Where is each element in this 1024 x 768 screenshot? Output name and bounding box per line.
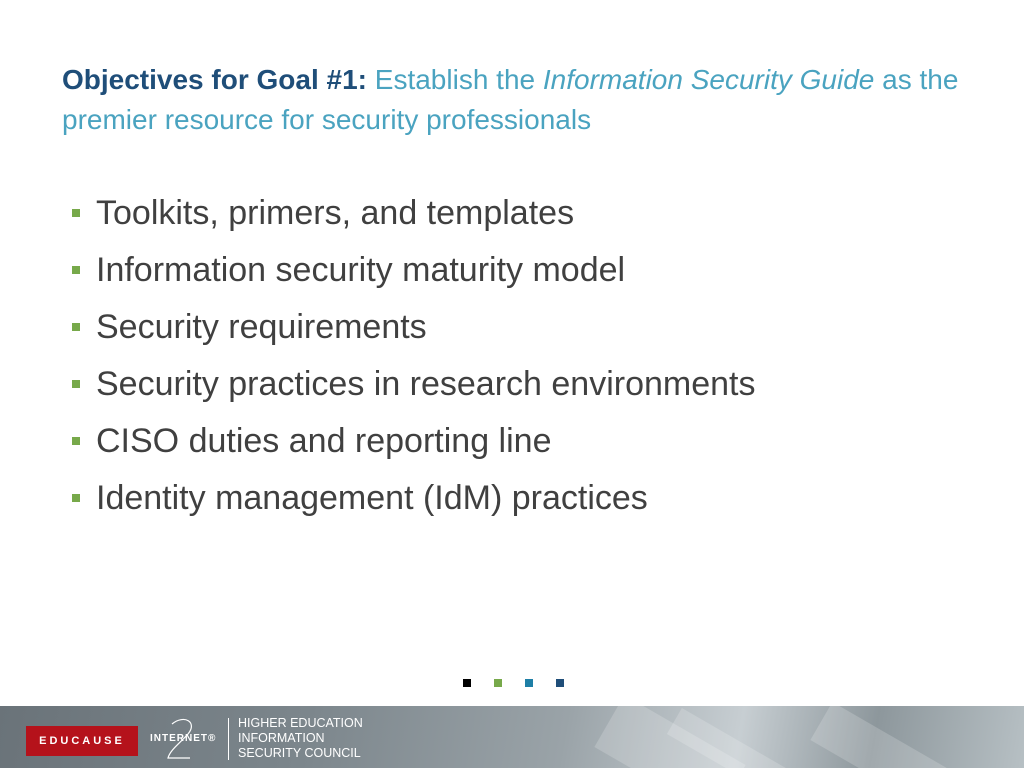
bullet-item [70, 475, 756, 532]
bullet-text: Identity management (IdM) practices [96, 479, 648, 517]
footer-bar [0, 706, 1024, 768]
dot-green [494, 679, 502, 687]
title-text-part1: Establish the [367, 64, 543, 95]
title-text-part2: as the premier resource for security professionals [62, 64, 959, 135]
bullet-square-icon [72, 380, 80, 388]
council-line-3: SECURITY COUNCIL [238, 746, 361, 760]
bullet-list [70, 190, 756, 532]
bullet-text: Security practices in research environments [96, 365, 756, 403]
council-line-1: HIGHER EDUCATION [238, 716, 363, 730]
bullet-item [70, 190, 756, 247]
bullet-text: Information security maturity model [96, 251, 626, 289]
bullet-square-icon [72, 494, 80, 502]
council-line-2: INFORMATION [238, 731, 325, 745]
internet2-logo [150, 716, 220, 762]
title-guide-name: Information Security Guide [542, 64, 875, 95]
footer-streak [810, 706, 953, 768]
footer-divider [228, 718, 229, 760]
bullet-square-icon [72, 266, 80, 274]
educause-logo: EDUCAUSE [26, 726, 138, 756]
dot-teal [525, 679, 533, 687]
bullet-text: CISO duties and reporting line [96, 422, 552, 460]
council-name [238, 716, 363, 761]
bullet-item [70, 361, 756, 418]
bullet-square-icon [72, 323, 80, 331]
internet2-wordmark: INTERNET® [150, 733, 217, 744]
bullet-item [70, 247, 756, 304]
title-goal-label: Objectives for Goal #1: [62, 64, 367, 95]
dot-black [463, 679, 471, 687]
bullet-text: Toolkits, primers, and templates [96, 194, 575, 232]
bullet-square-icon [72, 209, 80, 217]
slide-title [62, 60, 982, 140]
bullet-text: Security requirements [96, 308, 427, 346]
bullet-square-icon [72, 437, 80, 445]
bullet-item [70, 304, 756, 361]
dot-blue [556, 679, 564, 687]
bullet-item [70, 418, 756, 475]
